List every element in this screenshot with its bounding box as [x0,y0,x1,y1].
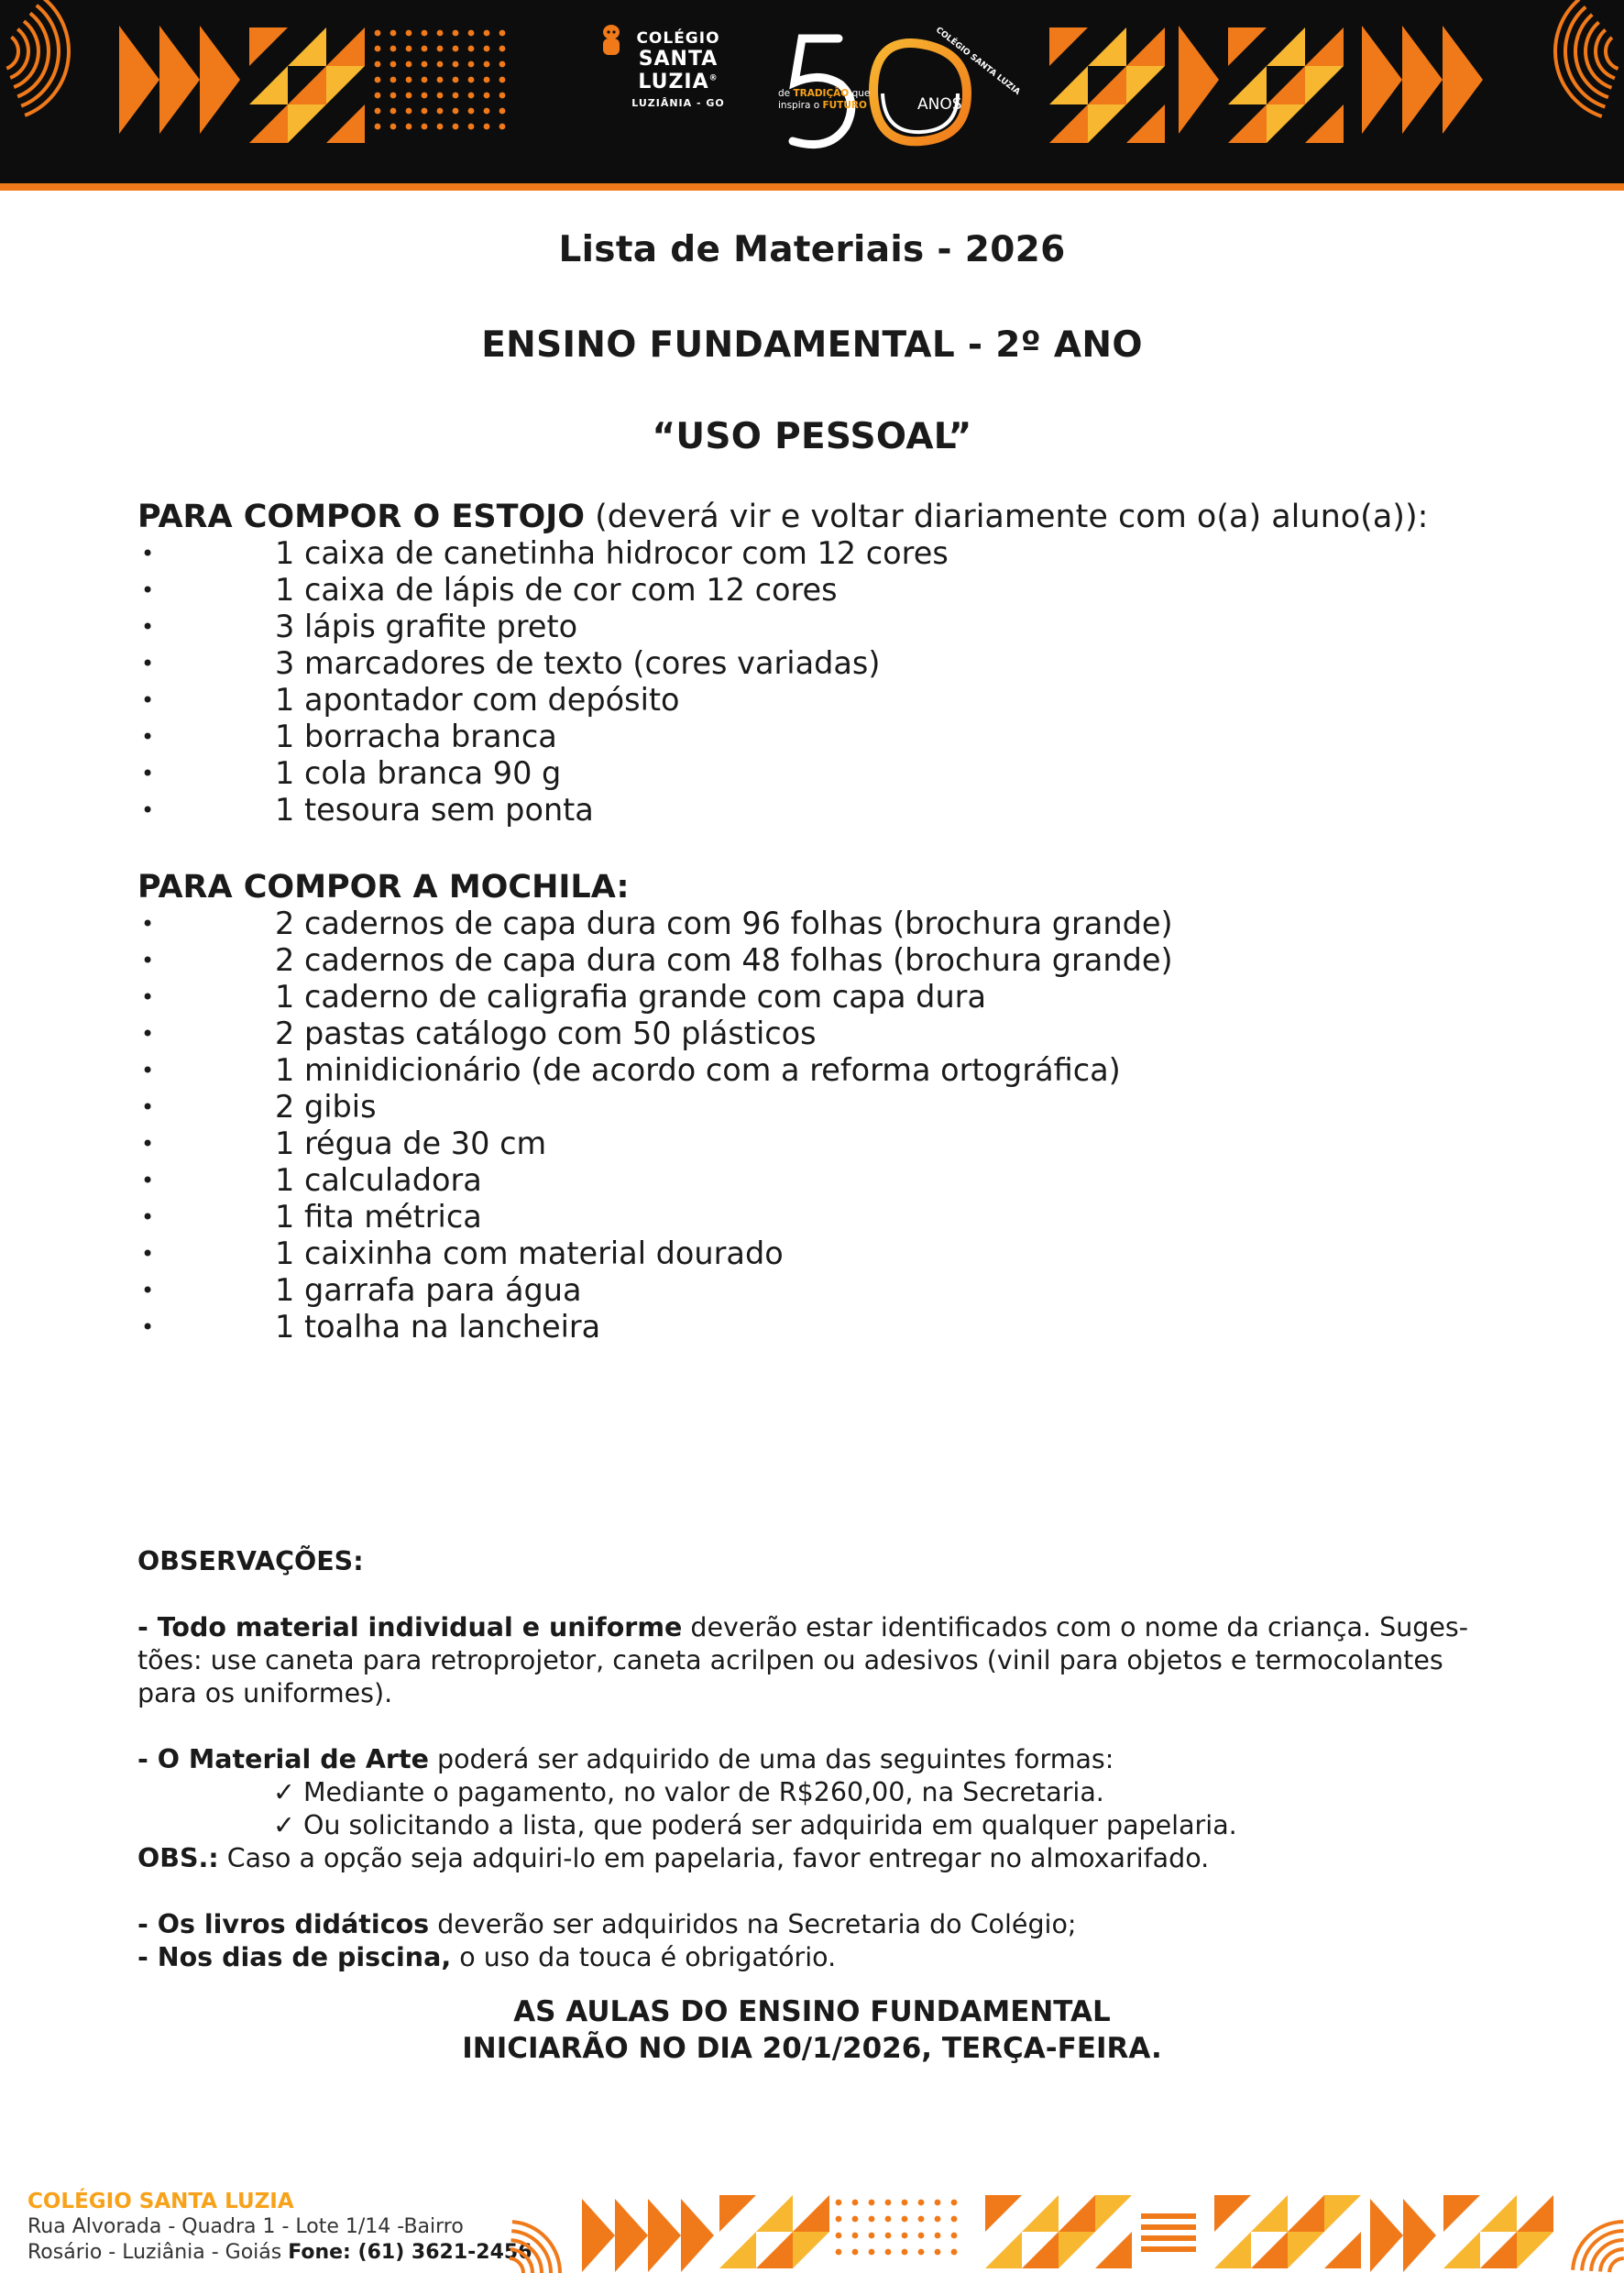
observation-obs [137,1842,1494,1875]
bullet-icon: • [141,911,155,937]
bullet-icon: • [141,1021,155,1047]
observation-uniform-text3: para os uniformes). [137,1678,393,1708]
observation-books-bold: - Os livros didáticos [137,1909,430,1939]
document-title: Lista de Materiais - 2026 [558,229,1066,270]
bullet-icon: • [141,651,155,676]
footer-phone-label: Fone: [288,2241,351,2264]
bullet-icon: • [141,1241,155,1267]
mochila-item [137,906,1512,942]
document-subtitle: ENSINO FUNDAMENTAL - 2º ANO [481,324,1143,366]
header-stripe [0,183,1624,191]
estojo-item [137,572,1512,609]
mochila-item [137,1199,1512,1235]
tagline-futuro: FUTURO [822,100,867,111]
observation-pool [137,1941,1494,1974]
estojo-item [137,792,1512,829]
footer-contact [27,2189,541,2266]
mascot-icon [596,22,627,59]
observation-uniform-bold: - Todo material individual e uniforme [137,1612,683,1642]
tagline-tradicao: TRADIÇÃO [793,88,850,99]
estojo-item [137,645,1512,682]
observation-art [137,1743,1494,1776]
mochila-item-text: 1 toalha na lancheira [275,1309,601,1345]
mochila-list [137,906,1512,1345]
observation-pool-bold: - Nos dias de piscina, [137,1942,452,1972]
footer-address-1: Rua Alvorada - Quadra 1 - Lote 1/14 -Bairro [27,2215,464,2238]
closing-line-2: INICIARÃO NO DIA 20/1/2026, TERÇA-FEIRA. [462,2032,1162,2065]
estojo-heading-note: (deverá vir e voltar diariamente com o(a) aluno(a)): [585,499,1429,535]
estojo-list [137,535,1512,829]
tagline-mid: que [849,88,871,99]
bullet-icon: • [141,797,155,823]
footer-address-2 [27,2240,541,2266]
bullet-icon: • [141,948,155,973]
footer-phone: (61) 3621-2456 [350,2241,532,2264]
anniversary-logo [774,18,1022,165]
observation-art-bold: - O Material de Arte [137,1744,429,1774]
observations-section [137,1545,1494,1974]
estojo-item [137,609,1512,645]
mochila-item-text: 2 pastas catálogo com 50 plásticos [275,1016,817,1051]
observations-heading: OBSERVAÇÕES: [137,1546,364,1576]
observation-pool-text: o uso da touca é obrigatório. [451,1942,837,1972]
bullet-icon: • [141,1278,155,1303]
observation-books [137,1908,1494,1941]
mochila-item [137,1309,1512,1345]
observation-obs-bold: OBS.: [137,1843,219,1873]
estojo-section [137,499,1512,829]
school-logo [596,18,761,165]
bullet-icon: • [141,577,155,603]
bullet-icon: • [141,541,155,566]
art-option-1: ✓ Mediante o pagamento, no valor de R$260,00, na Secretaria. [273,1777,1104,1807]
estojo-item [137,682,1512,719]
estojo-item [137,719,1512,755]
tagline-pre: de [778,88,794,99]
mochila-item [137,1162,1512,1199]
estojo-item [137,535,1512,572]
bullet-icon: • [141,1168,155,1193]
mochila-heading-title: PARA COMPOR A MOCHILA: [137,869,630,906]
art-option-2: ✓ Ou solicitando a lista, que poderá ser adquirida em qualquer papelaria. [273,1810,1237,1840]
mochila-item-text: 1 fita métrica [275,1199,482,1235]
observation-obs-text: Caso a opção seja adquiri-lo em papelaria, favor entregar no almoxarifado. [218,1843,1210,1873]
mochila-item-text: 1 minidicionário (de acordo com a reforma ortográfica) [275,1052,1121,1088]
anniversary-anos: ANOS [917,95,962,114]
anniversary-arc-text: COLÉGIO SANTA LUZIA [933,26,1022,97]
footer-school-name: COLÉGIO SANTA LUZIA [27,2190,294,2213]
logo-sub-text: LUZIÂNIA - GO [631,97,725,109]
mochila-item [137,1235,1512,1272]
mochila-item [137,979,1512,1016]
estojo-heading [137,499,1512,535]
mochila-item-text: 1 calculadora [275,1162,482,1198]
closing-notice [0,1993,1624,2067]
footer-address-2-text: Rosário - Luziânia - Goiás [27,2241,289,2264]
mochila-item-text: 1 garrafa para água [275,1272,582,1308]
registered-mark: ® [708,73,719,83]
estojo-item-text: 1 borracha branca [275,719,557,754]
bullet-icon: • [141,761,155,786]
observation-art-text: poderá ser adquirido de uma das seguintes formas: [428,1744,1114,1774]
bullet-icon: • [141,1204,155,1230]
mochila-item [137,1089,1512,1126]
estojo-item-text: 1 caixa de canetinha hidrocor com 12 cores [275,535,949,571]
header-banner [0,0,1624,183]
mochila-item [137,1052,1512,1089]
mochila-item-text: 1 régua de 30 cm [275,1126,547,1161]
mochila-item-text: 1 caixinha com material dourado [275,1235,784,1271]
bullet-icon: • [141,1094,155,1120]
mochila-item [137,1016,1512,1052]
estojo-item [137,755,1512,792]
observation-uniform [137,1611,1494,1710]
bullet-icon: • [141,1314,155,1340]
estojo-heading-title: PARA COMPOR O ESTOJO [137,499,586,535]
bullet-icon: • [141,687,155,713]
estojo-item-text: 1 tesoura sem ponta [275,792,594,828]
mochila-heading [137,869,1512,906]
estojo-item-text: 1 cola branca 90 g [275,755,562,791]
mochila-item [137,1126,1512,1162]
anniversary-tagline [778,88,879,112]
bullet-icon: • [141,1131,155,1157]
bullet-icon: • [141,984,155,1010]
bullet-icon: • [141,724,155,750]
mochila-item [137,942,1512,979]
mochila-item [137,1272,1512,1309]
mochila-item-text: 1 caderno de caligrafia grande com capa dura [275,979,986,1015]
observation-uniform-text1: deverão estar identificados com o nome da criança. Suges- [682,1612,1469,1642]
closing-line-1: AS AULAS DO ENSINO FUNDAMENTAL [513,1995,1111,2028]
observation-uniform-text2: tões: use caneta para retroprojetor, caneta acrilpen ou adesivos (vinil para objetos e termocolantes [137,1645,1443,1675]
document-category: “USO PESSOAL” [652,416,972,457]
observation-books-text: deverão ser adquiridos na Secretaria do Colégio; [429,1909,1077,1939]
footer-decoration [509,2186,1624,2273]
bullet-icon: • [141,614,155,640]
estojo-item-text: 1 apontador com depósito [275,682,680,718]
mochila-item-text: 2 cadernos de capa dura com 96 folhas (brochura grande) [275,906,1173,941]
estojo-item-text: 1 caixa de lápis de cor com 12 cores [275,572,838,608]
estojo-item-text: 3 lápis grafite preto [275,609,578,644]
mochila-item-text: 2 cadernos de capa dura com 48 folhas (brochura grande) [275,942,1173,978]
tagline-line2: inspira o [778,100,823,111]
bullet-icon: • [141,1058,155,1083]
mochila-section [137,869,1512,1345]
mochila-item-text: 2 gibis [275,1089,377,1125]
estojo-item-text: 3 marcadores de texto (cores variadas) [275,645,881,681]
logo-main-text: SANTA LUZIA [638,48,719,93]
logo-top-text: COLÉGIO [636,29,720,48]
